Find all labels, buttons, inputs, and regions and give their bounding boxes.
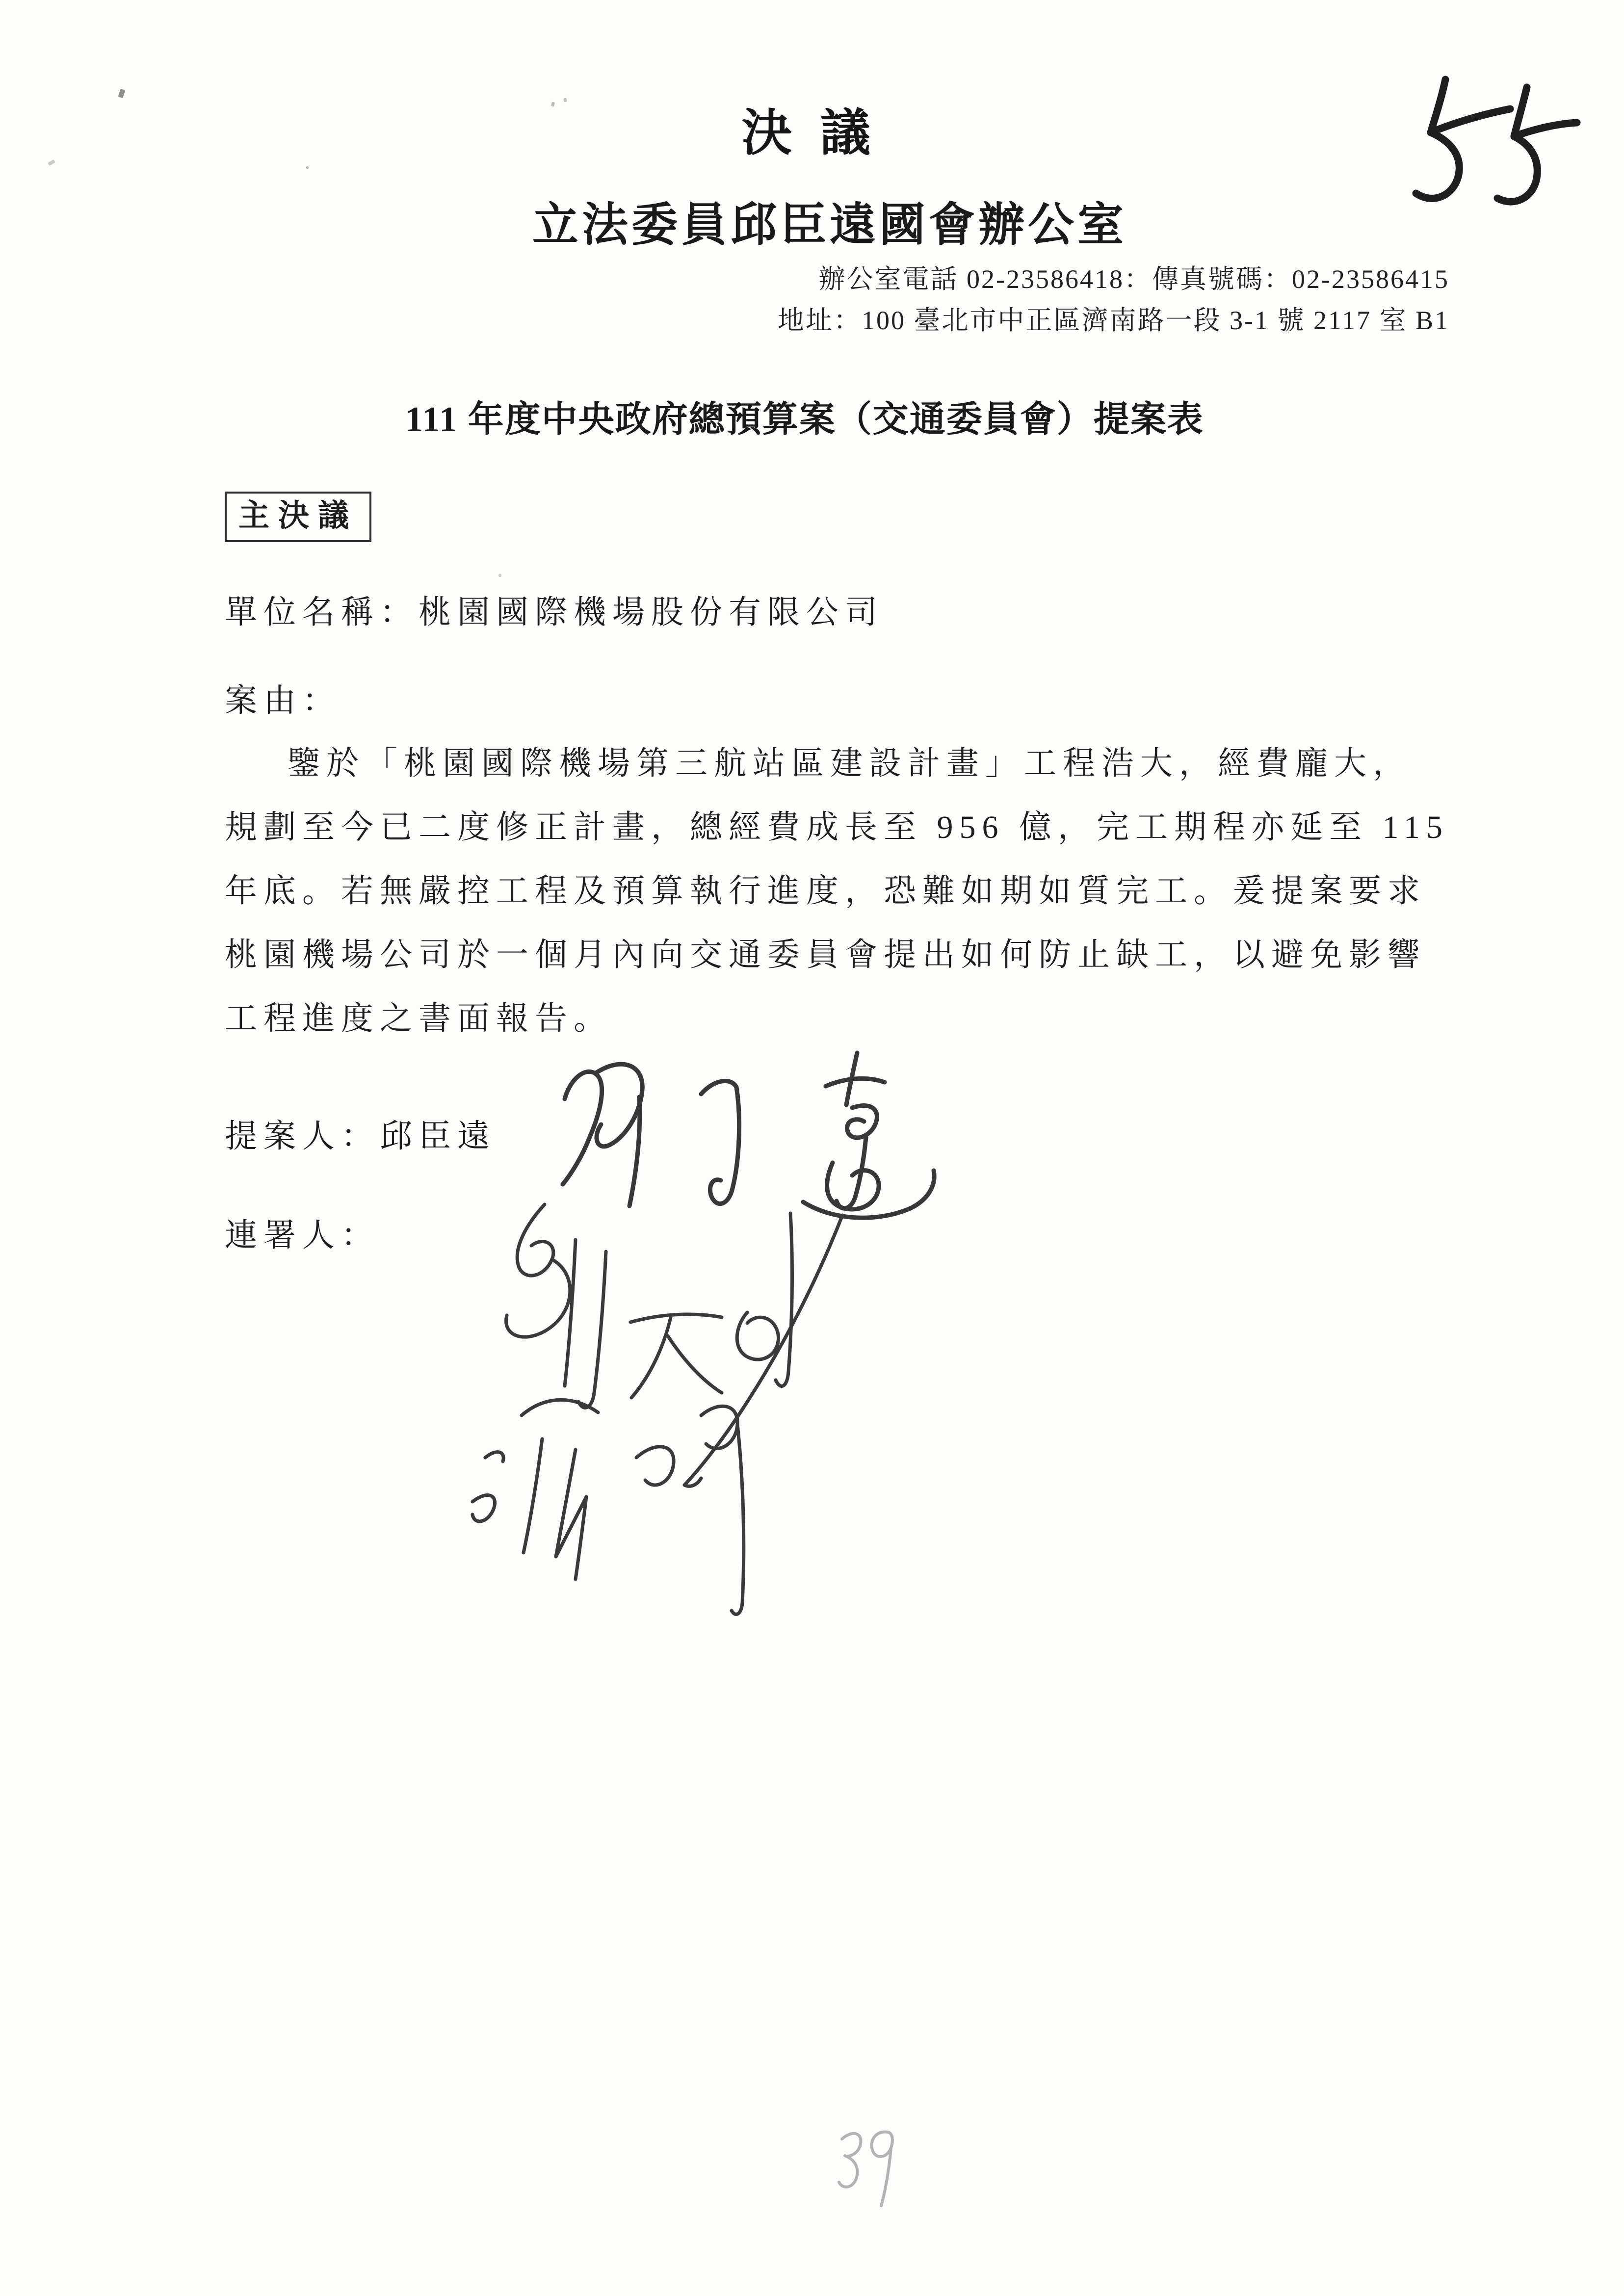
cosigner-signatures [444,1185,871,1626]
resolution-type-box: 主決議 [225,492,371,542]
case-body-line: 規劃至今已二度修正計畫，總經費成長至 956 億，完工期程亦延至 115 [225,809,1449,845]
scan-speck [551,102,555,106]
unit-name-line: 單位名稱：桃園國際機場股份有限公司 [225,595,884,630]
case-body-line: 年底。若無嚴控工程及預算執行進度，恐難如期如質完工。爰提案要求 [225,873,1426,909]
proposal-table-title: 111 年度中央政府總預算案（交通委員會）提案表 [405,399,1204,439]
office-name: 立法委員邱臣遠國會辦公室 [532,200,1127,251]
office-address-line: 地址：100 臺北市中正區濟南路一段 3-1 號 2117 室 B1 [778,306,1449,335]
scan-speck [48,159,55,166]
scan-speck [306,166,309,169]
handwritten-page-number-39 [828,2117,914,2208]
proposer-line: 提案人：邱臣遠 [225,1119,496,1154]
scan-speck [498,574,501,577]
handwritten-page-number-55 [1388,62,1581,226]
doc-type-title: 決議 [742,106,899,161]
case-body-line: 鑒於「桃園國際機場第三航站區建設計畫」工程浩大，經費龐大， [288,746,1412,782]
office-phone-fax-line: 辦公室電話 02-23586418：傳真號碼：02-23586415 [818,264,1449,294]
scan-speck [118,89,126,98]
case-body-line: 桃園機場公司於一個月內向交通委員會提出如何防止缺工，以避免影響 [225,937,1426,973]
case-body-line: 工程進度之書面報告。 [225,1001,612,1037]
case-subject-label: 案由： [225,683,341,719]
scan-speck [563,98,567,103]
cosigner-label: 連署人： [225,1218,380,1253]
